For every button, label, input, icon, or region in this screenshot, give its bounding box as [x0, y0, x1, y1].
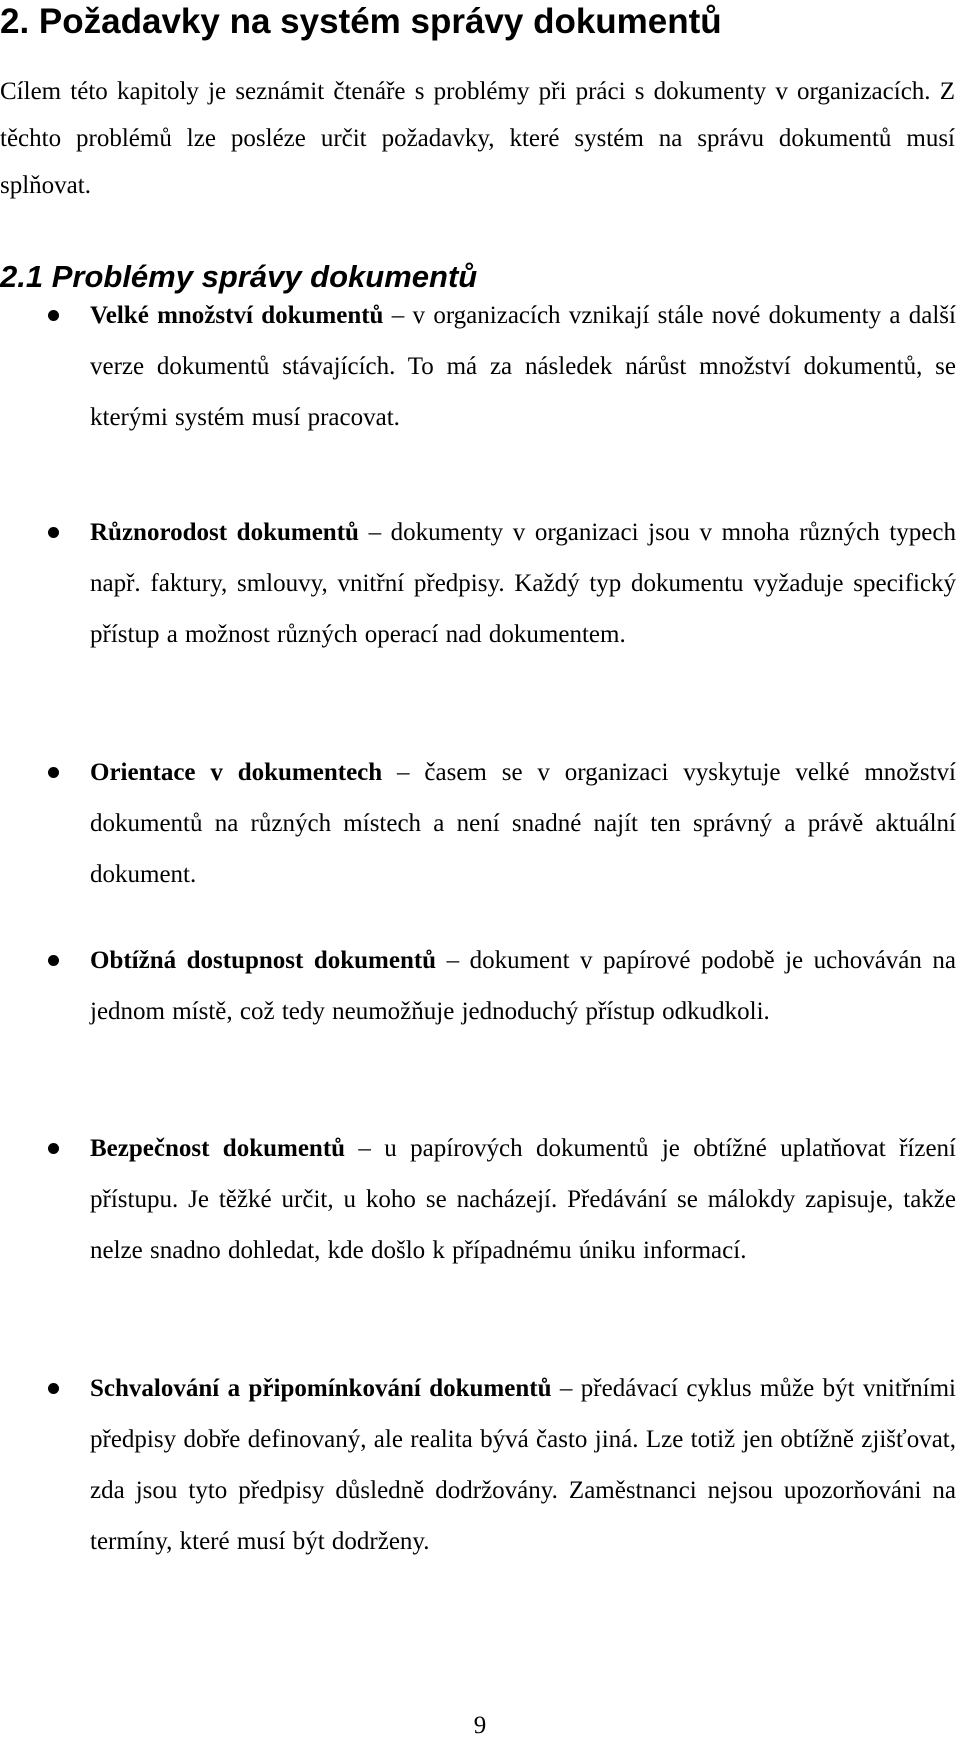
bullet-icon	[48, 955, 59, 966]
bullet-icon	[48, 1143, 59, 1154]
item-term: Schvalování a připomínkování dokumentů	[90, 1375, 552, 1402]
list-item	[90, 1123, 956, 1276]
chapter-intro-paragraph: Cílem této kapitoly je seznámit čtenáře s problémy při práci s dokumenty v organizacích. Z těchto problémů lze posléze určit požadavky, které systém na správu dokumentů musí splňovat.	[0, 78, 955, 199]
section-title: 2.1 Problémy správy dokumentů	[0, 259, 478, 294]
list-item	[90, 507, 956, 660]
bullet-icon	[48, 310, 59, 321]
item-text: – v organizacích vznikají stále nové dokumenty a další verze dokumentů stávajících. To má za následek nárůst množství dokumentů, se kterými systém musí pracovat.	[90, 302, 956, 431]
list-item	[90, 290, 956, 443]
item-text: – časem se v organizaci vyskytuje velké množství dokumentů na různých místech a není snadné najít ten správný a právě aktuální dokument.	[90, 759, 956, 888]
page-number: 9	[473, 1712, 487, 1739]
item-text: – u papírových dokumentů je obtížné uplatňovat řízení přístupu. Je těžké určit, u koho se nacházejí. Předávání se málokdy zapisuje, takže nelze snadno dohledat, kde došlo k případnému úniku informací.	[90, 1135, 956, 1264]
list-item	[90, 747, 956, 900]
list-item	[90, 935, 956, 1037]
item-term: Obtížná dostupnost dokumentů	[90, 947, 437, 974]
item-term: Velké množství dokumentů	[90, 302, 384, 329]
bullet-icon	[48, 1383, 59, 1394]
item-text: – předávací cyklus může být vnitřními předpisy dobře definovaný, ale realita bývá často jiná. Lze totiž jen obtížně zjišťovat, zda jsou tyto předpisy důsledně dodržovány. Zaměstnanci nejsou upozorňováni na termíny, které musí být dodrženy.	[90, 1375, 956, 1555]
item-text: – dokumenty v organizaci jsou v mnoha různých typech např. faktury, smlouvy, vnitřní předpisy. Každý typ dokumentu vyžaduje specifický přístup a možnost různých operací nad dokumentem.	[90, 519, 957, 648]
chapter-title: 2. Požadavky na systém správy dokumentů	[0, 2, 722, 41]
list-item	[90, 1363, 956, 1567]
item-text: – dokument v papírové podobě je uchováván na jednom místě, což tedy neumožňuje jednoduchý přístup odkudkoli.	[90, 947, 956, 1025]
item-term: Různorodost dokumentů	[90, 519, 359, 546]
item-term: Bezpečnost dokumentů	[90, 1135, 346, 1162]
bullet-icon	[48, 767, 59, 778]
bullet-icon	[48, 527, 59, 538]
item-term: Orientace v dokumentech	[90, 759, 383, 786]
